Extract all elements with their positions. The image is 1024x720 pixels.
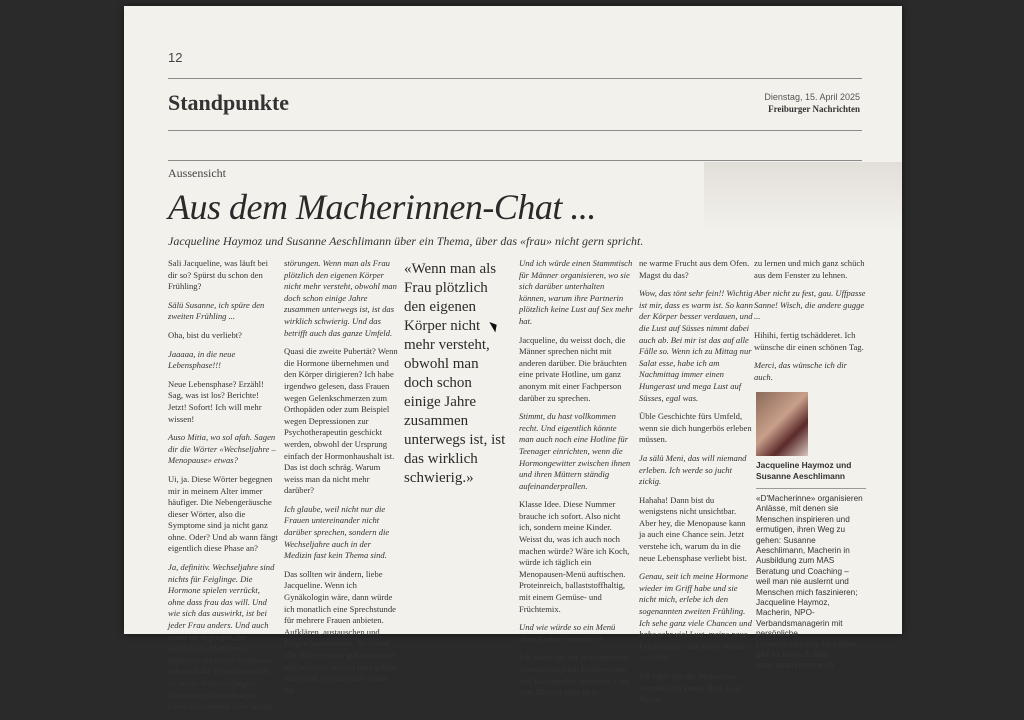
paragraph: Und wie würde so ein Menü denn konkret aussehen? (519, 622, 616, 644)
paragraph: ne warme Frucht aus dem Ofen. Magst du das? (639, 258, 750, 280)
paragraph: Klasse Idee. Diese Nummer brauche ich sofort. Also nicht ich, sondern meine Kinder. Weisst du, was ich auch noch machen würde? Wäre ich Koch, würde ich täglich ein Menopausen-Menü auftischen. Proteinreich, ballaststoffhaltig, mit einem Gemüse- und Früchtemix. (519, 499, 630, 614)
pull-quote: «Wenn man als Frau plötzlich den eigenen Körper nicht mehr versteht, obwohl man doch schon einige Jahre zusammen unterwegs ist, ist das wirklich schwierig.» (404, 261, 506, 486)
paragraph: Merci, das wünsche ich dir auch. (754, 360, 848, 382)
paragraph: Üble Geschichte fürs Umfeld, wenn sie dich hungerbös erleben müssen. (639, 411, 752, 445)
paragraph: Ui, ja. Diese Wörter begegnen mir in meinem Alter immer häufiger. Die Nebengeräusche dieser Wörter, also die Symptome sind ja nicht ganz ohne. Oder? Und ab wann fängt eigentlich diese Phase an? (168, 473, 278, 554)
paragraph: Neue Lebensphase? Erzähl! Sag, was ist los? Berichte! Jetzt! Sofort! Ich will mehr wissen! (168, 378, 264, 424)
subheadline: Jacqueline Haymoz und Susanne Aeschlimann über ein Thema, über das «frau» nicht gern spricht. (168, 234, 644, 248)
column-1 (168, 258, 278, 720)
page-number: 12 (168, 50, 183, 65)
paragraph: Sälü Susanne, ich spüre den zweiten Frühling ... (168, 299, 265, 322)
paragraph: störungen. Wenn man als Frau plötzlich den eigenen Körper nicht mehr versteht, obwohl man doch schon einige Jahre zusammen unterwegs ist, ist das wirklich schwierig. Und das betrifft auch das ganze Umfeld. (284, 258, 397, 338)
show-through (704, 162, 902, 232)
paragraph: Stimmt, du hast vollkommen recht. Und eigentlich könnte man auch noch eine Hotline für Teenager einrichten, wenn die Hormongewitter zwischen ihnen und ihren Müttern ständig aufeinanderprallen. (519, 411, 631, 491)
section-title: Standpunkte (168, 90, 290, 115)
paragraph: Ja sälü Meni, das will niemand erleben. Ich werde so jucht zickig. (639, 452, 747, 487)
paragraph: Quasi die zweite Pubertät? Wenn die Hormone übernehmen und den Körper dirigieren? Ich habe irgendwo gelesen, dass Frauen wegen Gelenkschmerzen zum Orthopäden oder zum Beispiel wegen Depressionen zur Psychotherapeutin geschickt werden, obwohl der Ursprung einfach der Hormonhaushalt ist. Das ist doch schräg. Warum weiss man da nicht mehr darüber? (284, 346, 398, 496)
headline: Aus dem Macherinnen-Chat ... (168, 187, 596, 227)
paragraph: Hihihi, fertig tschädderet. Ich wünsche dir einen schönen Tag. (754, 329, 864, 352)
paragraph: Auso Mitia, wo sol afah. Sagen dir die Wörter «Wechseljahre – Menopause» etwas? (168, 432, 276, 466)
author-bio: «D'Macherinne» organisieren Anlässe, mit denen sie Menschen inspirieren und ermutigen, ihren Weg zu gehen: Susanne Aeschlimann, Macherin in Ausbildung zum MAS Beratung und Coaching – weil man nie auslernt und Menschen mich faszinieren; Jacqueline Haymoz, Macherin, NPO-Verbandsmanagerin mit persönliche Lebenserfahrung: im Leben gibt es keine Zufälle. www.dmacherinne.ch (756, 494, 863, 670)
paragraph: Ja, definitiv. Wechseljahre sind nichts für Feiglinge. Die Hormone spielen verrückt, ohne dass frau das will. Und wie sich das auswirkt, ist bei jeder Frau anders. Und auch wann sie anfangen, ist individuell. Manchmal beginnen die ersten Symptome schon ab 40. Es sind nämlich nicht nur Hitzewallungen, Stimmungsschwankungen, Gewichtszunahme oder Schlaf- (168, 562, 275, 712)
author-photo (756, 392, 808, 456)
dateline (764, 92, 860, 114)
bio-divider (756, 488, 866, 489)
paragraph: Ich fühle mit dir. Momentan verspüre ich genau diese Lust. Neues (639, 671, 744, 705)
paragraph: Oha, bist du verliebt? (168, 329, 242, 340)
paragraph: Jacqueline, du weisst doch, die Männer sprechen nicht mit anderen darüber. Die bräuchten eine private Hotline, um ganz anonym mit einer Fachperson darüber zu sprechen. (519, 334, 627, 403)
paragraph: Wow, das tönt sehr fein!! Wichtig ist mir, dass es warm ist. So kann der Körper besser verdauen, und die Lust auf Süsses nimmt dabei auch ab. Bei mir ist das auf alle Fälle so. Wenn ich zu Mittag nur Salat esse, habe ich am Nachmittag immer einen Hungerast und mega Lust auf Süsses, egal was. (639, 288, 753, 403)
article-rule (168, 160, 862, 161)
paragraph: Das sollten wir ändern, liebe Jacqueline. Wenn ich Gynäkologin wäre, dann würde ich monatlich eine Sprechstunde für mehrere Frauen anbieten. Aufklären, austauschen und Fragen beantworten. So wären alle sicher einmal gut informiert und wüssten, worauf man achten sollte und wie man sich Gutes tut. (284, 568, 397, 695)
column-6 (754, 258, 866, 390)
paragraph: Und ich würde einen Stammtisch für Männer organisieren, wo sie sich darüber unterhalten können, warum ihre Partnerin plötzlich keine Lust auf Sex mehr hat. (519, 258, 633, 326)
column-5 (639, 258, 753, 713)
paragraph: Genau, seit ich meine Hormone wieder im Griff habe und sie nicht mich, erlebe ich den sogenannten zweiten Frühling. Ich sehe ganz viele Chancen und habe sehr viel Lust, meine neue Erfahrungen und meine Wissen zu teilen. (639, 571, 752, 663)
paragraph: Sali Jacqueline, was läuft bei dir so? Spürst du schon den Frühling? (168, 258, 268, 292)
paragraph: zu lernen und mich ganz schüch aus dem Fenster zu lehnen. (754, 258, 865, 280)
paragraph: Aber nicht zu fest, gau. Uffpasse Sanne! Wisch, die andere gugge ... (754, 288, 866, 322)
issue-date: Dienstag, 15. April 2025 (764, 92, 860, 102)
header-rule-top (168, 78, 862, 79)
column-2 (284, 258, 398, 703)
paragraph: Ich glaube, weil nicht nur die Frauen untereinander nicht darüber sprechen, sondern die Wechseljahre auch in der Medizin fast kein Thema sind. (284, 503, 390, 561)
paragraph: Jaaaaa, in die neue Lebensphase!!! (168, 348, 236, 371)
column-4 (519, 258, 633, 706)
newspaper-name: Freiburger Nachrichten (768, 104, 860, 114)
rubric: Aussensicht (168, 166, 226, 180)
paragraph: Ich würde dir ein ayurvedisches Gemüsecurry mit Kichererbsen und Kokosmilch servieren. Und zum Dessert gäbe es ei- (519, 652, 629, 698)
paragraph: Hahaha! Dann bist du wenigstens nicht unsichtbar. Aber hey, die Menopause kann ja auch eine Chance sein. Jetzt verstehe ich, warum du in die neue Lebensphase verliebt bist. (639, 494, 747, 563)
photo-caption: Jacqueline Haymoz und Susanne Aeschlimann (756, 460, 852, 481)
newspaper-page (124, 6, 902, 712)
header-rule-bottom (168, 130, 862, 131)
